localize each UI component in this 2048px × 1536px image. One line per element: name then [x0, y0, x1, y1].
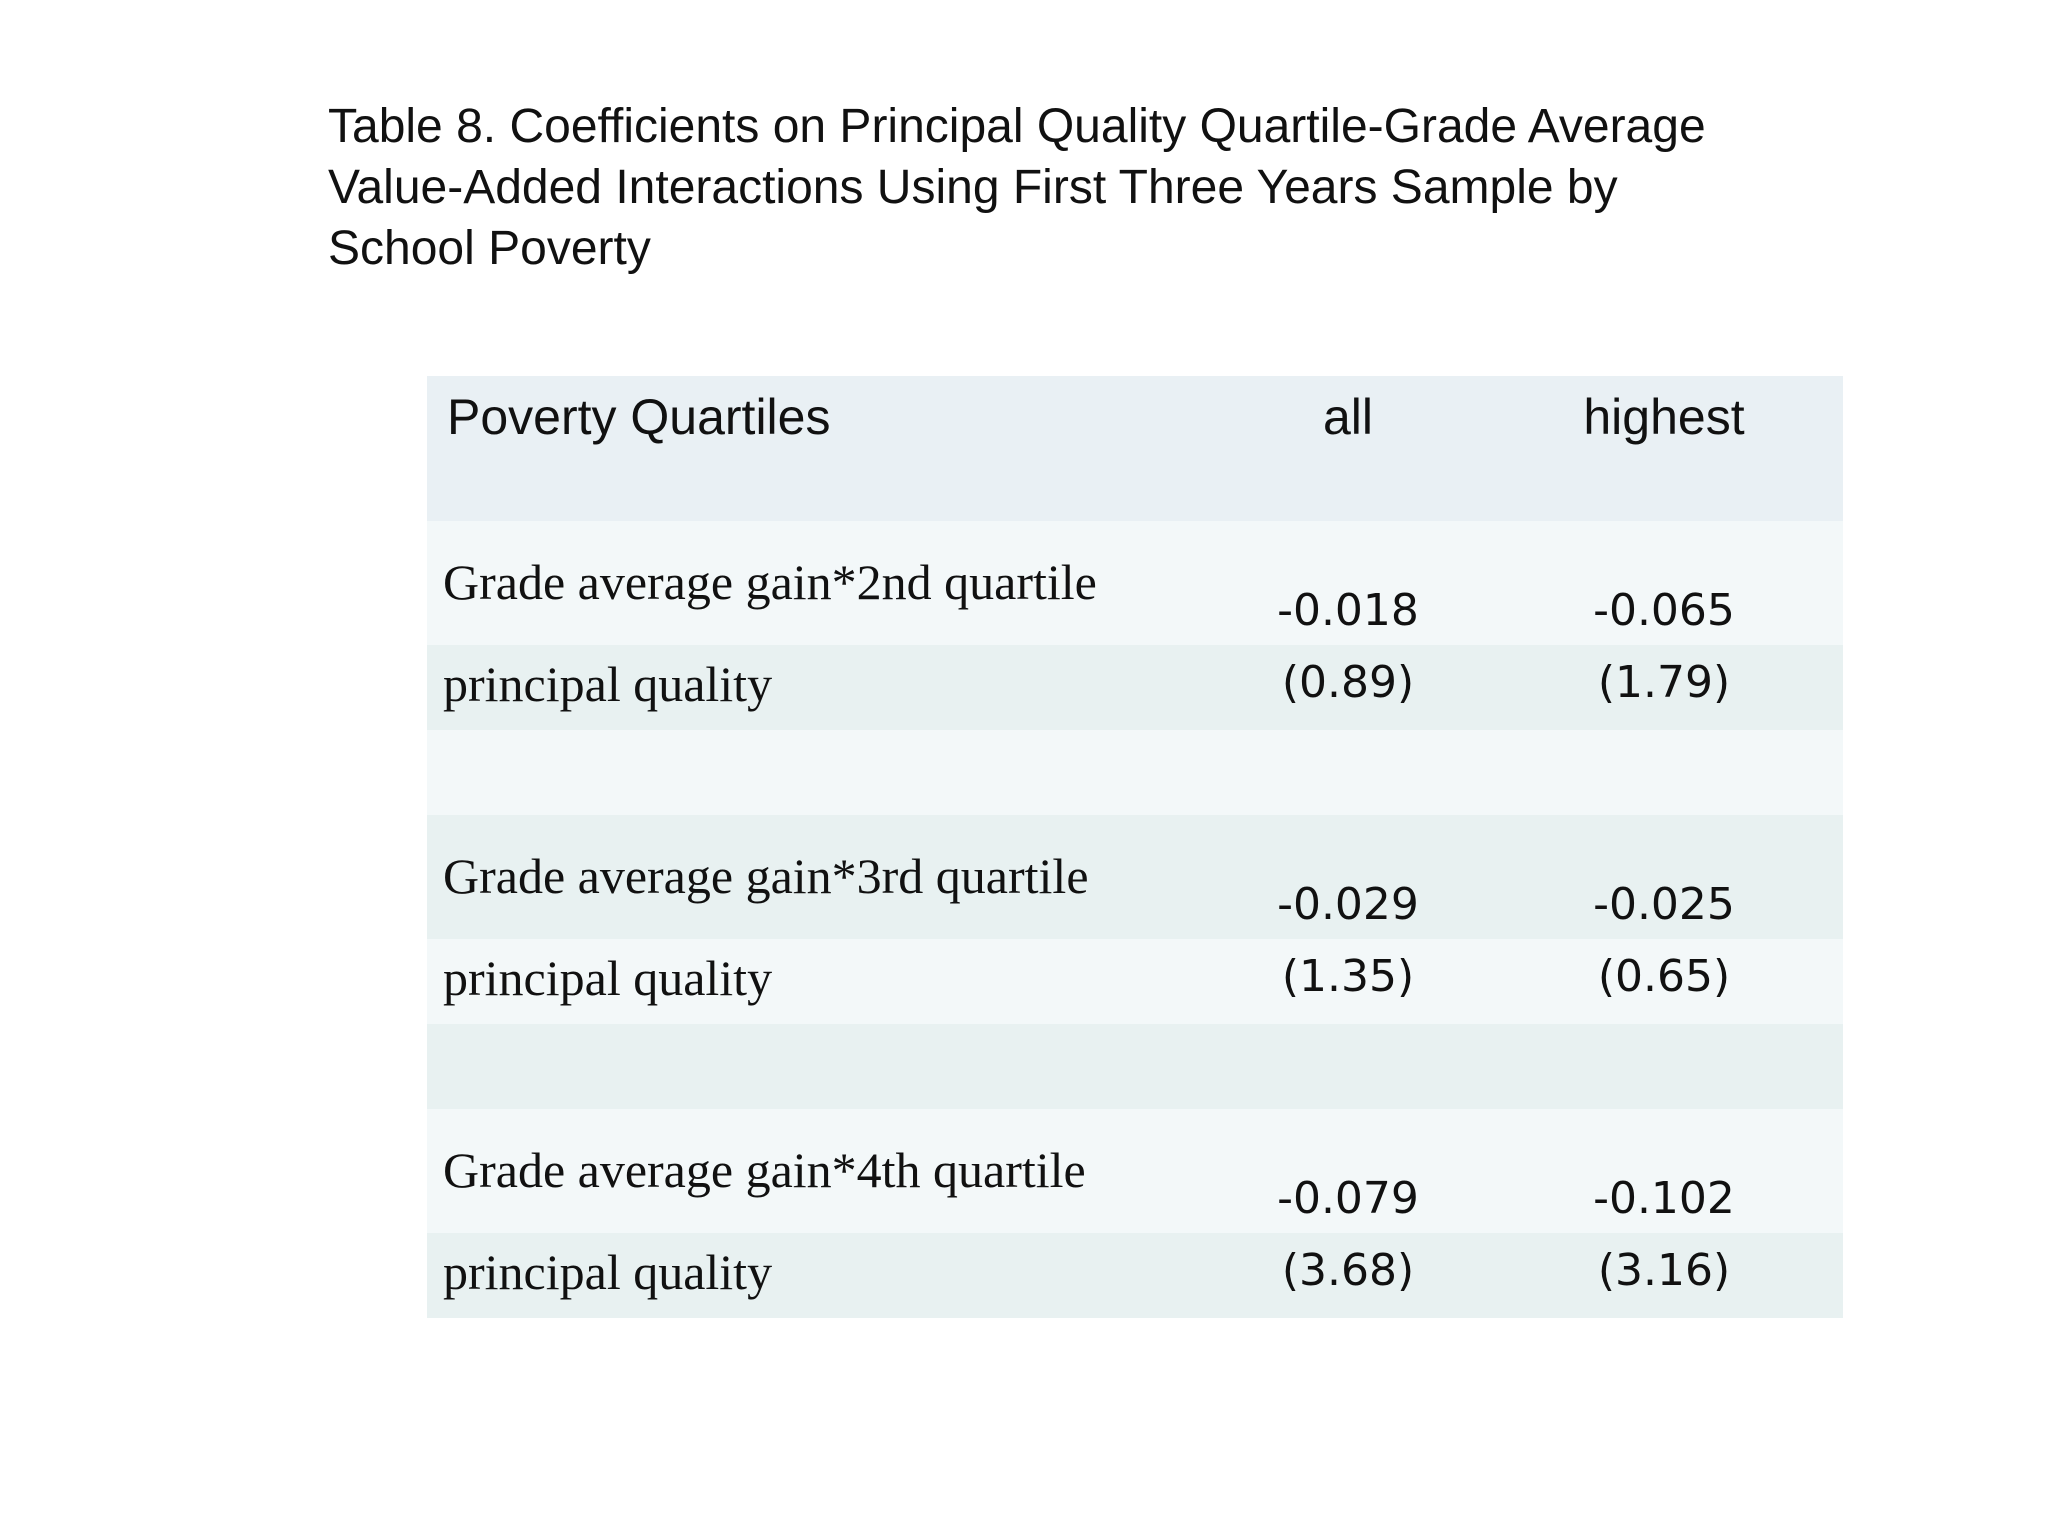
coef-4th-all: -0.079: [1277, 1173, 1419, 1224]
row-label-2nd-principal-quality: principal quality: [443, 656, 773, 712]
tstat-2nd-highest: (1.79): [1597, 657, 1731, 708]
table-title-line-3: School Poverty: [328, 222, 651, 275]
header-poverty-quartiles: Poverty Quartiles: [447, 389, 831, 445]
table-row-2nd-quartile-tstat: [427, 645, 1843, 730]
coefficients-table: [427, 376, 1843, 1318]
tstat-4th-highest: (3.16): [1597, 1245, 1731, 1296]
row-label-2nd-quartile: Grade average gain*2nd quartile: [443, 554, 1097, 610]
coef-2nd-all: -0.018: [1277, 585, 1419, 636]
row-label-4th-quartile: Grade average gain*4th quartile: [443, 1142, 1086, 1198]
tstat-3rd-all: (1.35): [1281, 951, 1415, 1002]
tstat-2nd-all: (0.89): [1281, 657, 1415, 708]
row-label-4th-principal-quality: principal quality: [443, 1244, 773, 1300]
table-spacer-row: [427, 1024, 1843, 1109]
tstat-3rd-highest: (0.65): [1597, 951, 1731, 1002]
table-row-3rd-quartile-coefficient: [427, 815, 1843, 939]
table-title-line-2: Value-Added Interactions Using First Three Years Sample by: [328, 161, 1618, 214]
coef-3rd-all: -0.029: [1277, 879, 1419, 930]
coef-3rd-highest: -0.025: [1593, 879, 1735, 930]
coef-2nd-highest: -0.065: [1593, 585, 1735, 636]
coef-4th-highest: -0.102: [1593, 1173, 1735, 1224]
table-row-3rd-quartile-tstat: [427, 939, 1843, 1024]
header-column-highest: highest: [1583, 389, 1745, 445]
table-title: [328, 96, 1888, 279]
table-row-4th-quartile-tstat: [427, 1233, 1843, 1318]
row-label-3rd-principal-quality: principal quality: [443, 950, 773, 1006]
header-column-all: all: [1322, 389, 1374, 445]
table-row-4th-quartile-coefficient: [427, 1109, 1843, 1233]
row-label-3rd-quartile: Grade average gain*3rd quartile: [443, 848, 1089, 904]
table-header-row: [427, 376, 1843, 521]
tstat-4th-all: (3.68): [1281, 1245, 1415, 1296]
table-title-line-1: Table 8. Coefficients on Principal Quality Quartile-Grade Average: [328, 100, 1706, 153]
table-spacer-row: [427, 730, 1843, 815]
table-row-2nd-quartile-coefficient: [427, 521, 1843, 645]
